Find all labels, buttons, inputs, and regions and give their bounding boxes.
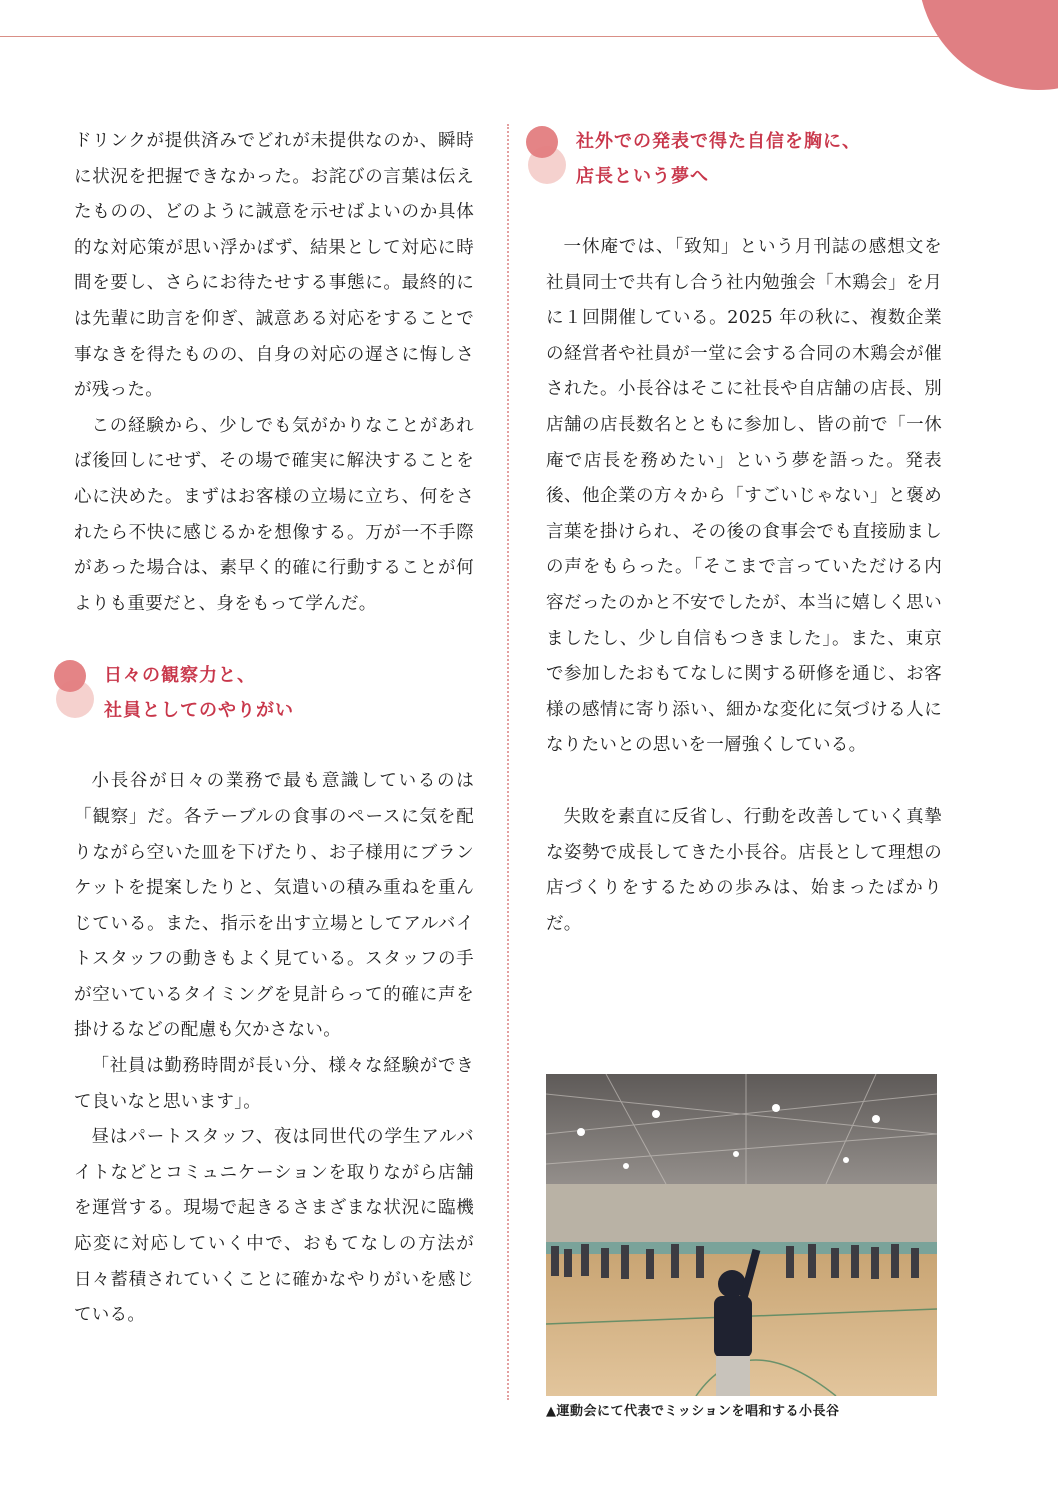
heading-circle bbox=[526, 126, 558, 158]
photo-caption: ▲運動会にて代表でミッションを唱和する小長谷 bbox=[546, 1404, 840, 1419]
gymnasium-illustration bbox=[546, 1074, 937, 1396]
heading-line-2: 社員としてのやりがい bbox=[104, 700, 294, 722]
left-column bbox=[74, 124, 474, 1334]
right-paragraph-2: 失敗を素直に反省し、行動を改善していく真摯な姿勢で成長してきた小長谷。店長として理想の店づくりをするための歩みは、始まったばかりだ。 bbox=[546, 806, 942, 934]
left-paragraph-2: この経験から、少しでも気がかりなことがあれば後回しにせず、その場で確実に解決することを心に決めた。まずはお客様の立場に立ち、何をされたら不快に感じるかを想像する。万が一不手際があった場合は、素早く的確に行動することが何よりも重要だと、身をもって学んだ。 bbox=[74, 415, 474, 614]
heading-line-2: 店長という夢へ bbox=[576, 166, 709, 187]
corner-decoration-circle bbox=[918, 0, 1058, 90]
left-paragraph-3: 小長谷が日々の業務で最も意識しているのは「観察」だ。各テーブルの食事のペースに気を配りながら空いた皿を下げたり、お子様用にブランケットを提案したりと、気遣いの積み重ねを重んじている。また、指示を出す立場としてアルバイトスタッフの動きもよく見ている。スタッフの手が空いているタイミングを見計らって的確に声を掛けるなどの配慮も欠かさない。 bbox=[74, 771, 474, 1041]
column-divider bbox=[507, 124, 509, 1400]
top-rule bbox=[0, 36, 1058, 37]
right-column bbox=[546, 124, 942, 942]
heading-line-1: 日々の観察力と、 bbox=[104, 665, 256, 687]
right-paragraph-1: 一休庵では、「致知」という月刊誌の感想文を社員同士で共有し合う社内勉強会「木鶏会」を月に１回開催している。2025 年の秋に、複数企業の経営者や社員が一堂に会する合同の木鶏会が催された。小長谷はそこに社長や自店舗の店長、別店舗の店長数名とともに参加し、皆の前で「一休庵で店長を務めたい」という夢を語った。発表後、他企業の方々から「すごいじゃない」と褒め言葉を掛けられ、その後の食事会でも直接励ましの声をもらった。「そこまで言っていただける内容だったのかと不安でしたが、本当に嬉しく思いましたし、少し自信もつきました」。また、東京で参加したおもてなしに関する研修を通じ、お客様の感情に寄り添い、細かな変化に気づける人になりたいとの思いを一層強くしている。 bbox=[546, 237, 942, 756]
heading-line-1: 社外での発表で得た自信を胸に、 bbox=[576, 131, 861, 152]
left-paragraph-5: 昼はパートスタッフ、夜は同世代の学生アルバイトなどとコミュニケーションを取りながら店舗を運営する。現場で起きるさまざまな状況に臨機応変に対応していく中で、おもてなしの方法が日々蓄積されていくことに確かなやりがいを感じている。 bbox=[74, 1127, 474, 1326]
left-quote: 「社員は勤務時間が長い分、様々な経験ができて良いなと思います」。 bbox=[74, 1056, 474, 1112]
section-heading-confidence bbox=[546, 124, 942, 194]
sports-day-photo bbox=[546, 1074, 937, 1396]
left-paragraph-1: ドリンクが提供済みでどれが未提供なのか、瞬時に状況を把握できなかった。お詫びの言葉は伝えたものの、どのように誠意を示せばよいのか具体的な対応策が思い浮かばず、結果として対応に時間を要し、さらにお待たせする事態に。最終的には先輩に助言を仰ぎ、誠意ある対応をすることで事なきを得たものの、自身の対応の遅さに悔しさが残った。 bbox=[74, 131, 474, 401]
section-heading-observation bbox=[74, 658, 474, 728]
